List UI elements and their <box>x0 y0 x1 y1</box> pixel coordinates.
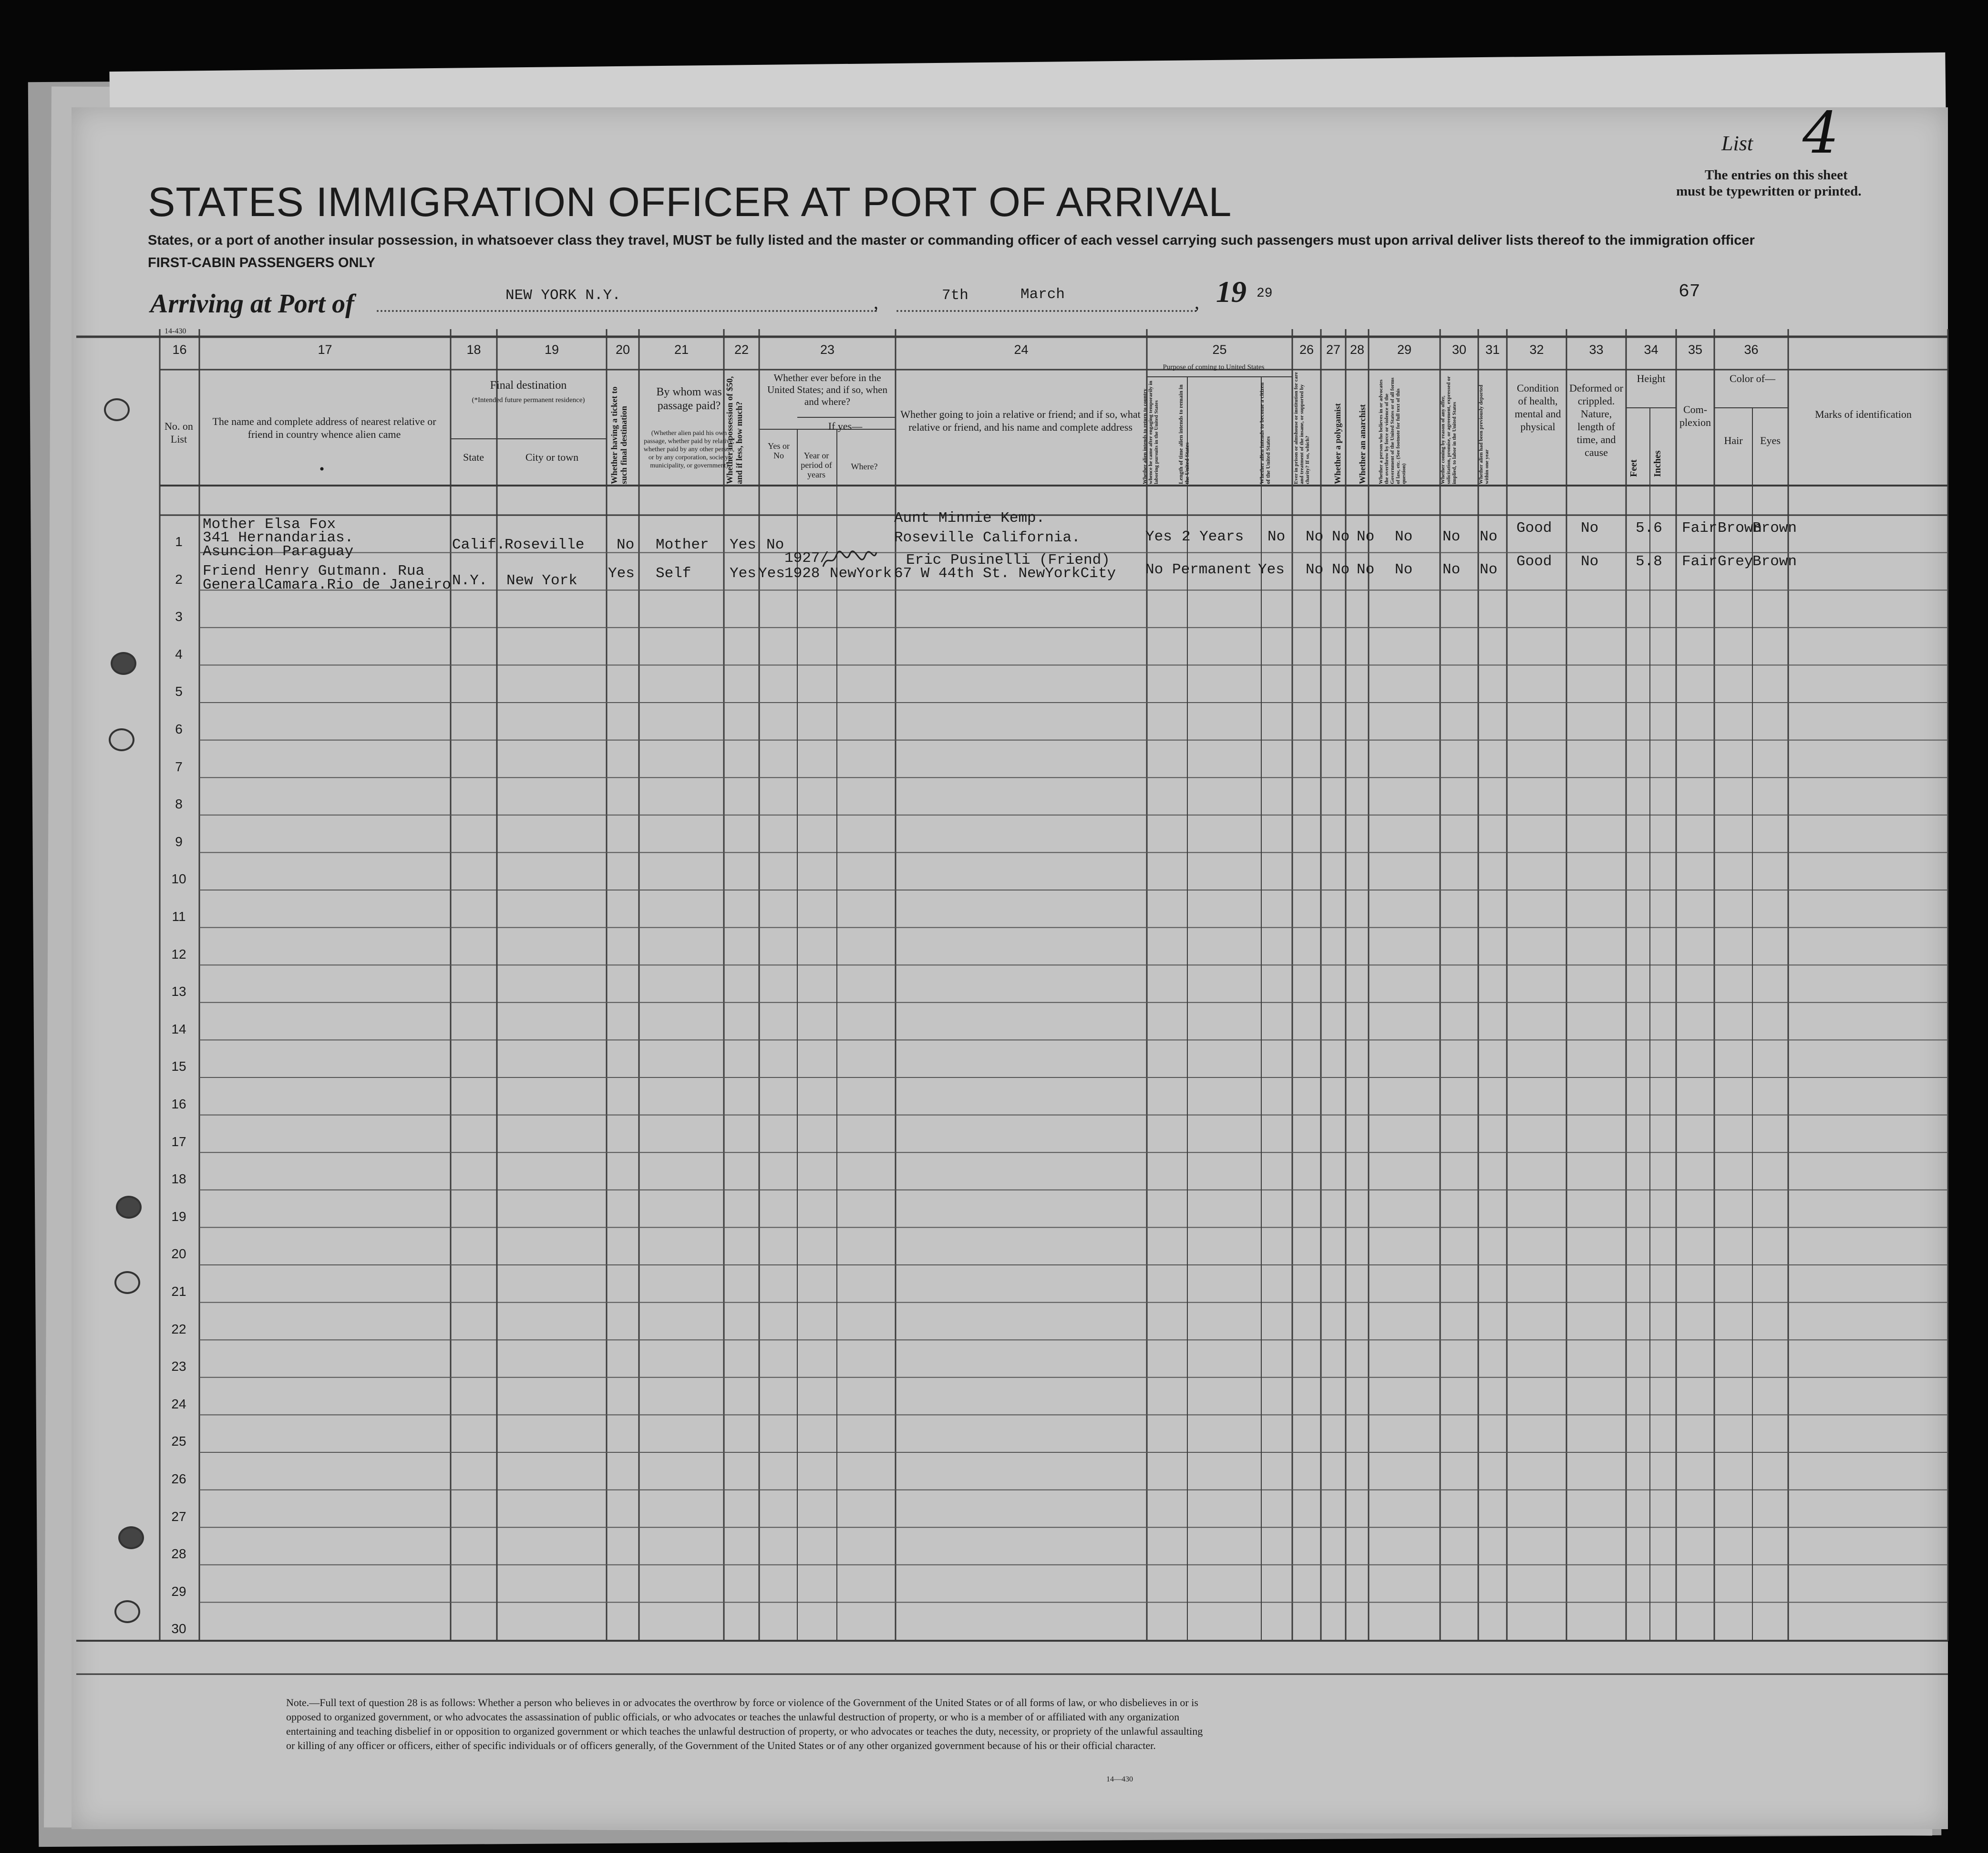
column-number: 16 <box>172 342 187 357</box>
header-hair: Hair <box>1724 435 1743 446</box>
row-number: 12 <box>171 946 186 962</box>
punch-hole <box>114 1600 140 1623</box>
row-number: 2 <box>175 571 183 587</box>
column-number: 26 <box>1299 342 1314 357</box>
citizen-intent: No <box>1267 528 1286 545</box>
header-length-of-stay: Length of time alien intends to remain in the United States <box>1177 384 1190 484</box>
header-purpose: Purpose of coming to United States <box>1163 363 1265 371</box>
column-number: 29 <box>1397 342 1412 357</box>
column-number: 21 <box>674 342 689 357</box>
citizen-intent: Yes <box>1258 561 1285 578</box>
comma-2: , <box>1195 291 1199 313</box>
page-subtitle: States, or a port of another insular possession, in whatsoever class they travel, MUST be fully listed and the master or commanding officer of each vessel carrying such passengers must upon arrival deliver lists thereof to the immigration officer <box>148 233 1755 248</box>
column-number: 31 <box>1485 342 1500 357</box>
header-health: Condition of health, mental and physical <box>1514 382 1561 433</box>
hair: Brown <box>1718 520 1762 537</box>
year-period: 1928 <box>784 565 820 582</box>
header-q29: Whether coming by reason of any offer, solicitation, promise, or agreement, expressed or implied, to labor in the United States <box>1440 376 1457 484</box>
row-number: 9 <box>175 834 183 849</box>
punch-hole <box>111 652 136 675</box>
header-passage-paid: By whom was passage paid? <box>656 386 722 412</box>
polygamist: No <box>1332 561 1350 578</box>
header-return-intent: Whether alien intends to return to country whence he came after engaging temporarily in laboring pursuits in the United States <box>1142 381 1159 484</box>
header-final-destination: Final destination <box>490 379 567 392</box>
city: Roseville <box>505 537 585 553</box>
list-number: 4 <box>1803 100 1839 166</box>
state: Calif. <box>452 537 505 553</box>
deformed: No <box>1581 553 1599 570</box>
row-number: 16 <box>171 1097 186 1111</box>
row-number: 7 <box>175 759 183 774</box>
height: 5.6 <box>1636 520 1662 537</box>
header-marks: Marks of identification <box>1815 408 1912 420</box>
month-value: March <box>1020 286 1065 303</box>
relative-line-2: 341 Hernandarias. <box>203 529 354 546</box>
year-suffix: 29 <box>1257 286 1273 301</box>
complexion: Fair <box>1682 553 1718 570</box>
punch-hole <box>114 1271 140 1294</box>
relative-line-1: Friend Henry Gutmann. Rua <box>203 563 425 580</box>
column-number: 35 <box>1688 342 1703 357</box>
row-number: 30 <box>171 1621 186 1636</box>
row-number: 1 <box>175 534 183 549</box>
row-number: 4 <box>175 646 183 662</box>
row-number: 20 <box>171 1246 186 1262</box>
join-line-1: Eric Pusinelli (Friend) <box>906 552 1110 569</box>
page-number: 67 <box>1679 281 1700 302</box>
length-of-stay: Permanent <box>1172 561 1252 578</box>
length-of-stay: 2 Years <box>1182 528 1244 545</box>
row-number: 24 <box>171 1396 186 1411</box>
q28: No <box>1395 528 1413 545</box>
paid-by: Self <box>656 565 691 582</box>
list-label: List <box>1721 132 1753 155</box>
join-line-1: Aunt Minnie Kemp. <box>894 510 1045 527</box>
q29: No <box>1442 528 1461 545</box>
header-where: Where? <box>851 462 878 471</box>
column-number: 20 <box>615 342 630 357</box>
header-deformed: Deformed or crippled. Nature, length of time, and cause <box>1569 382 1623 458</box>
punch-hole <box>116 1196 142 1219</box>
column-number: 32 <box>1529 342 1544 357</box>
ever-before: Yes <box>758 565 785 582</box>
header-inches: Inches <box>1652 450 1663 477</box>
header-feet: Feet <box>1628 459 1639 477</box>
deported: No <box>1480 561 1498 578</box>
column-number: 25 <box>1212 342 1227 357</box>
row-number: 27 <box>171 1509 186 1524</box>
relative-line-3: Asuncion Paraguay <box>203 543 354 560</box>
header-bullet: • <box>319 461 325 477</box>
header-color: Color of— <box>1730 373 1775 384</box>
column-number: 34 <box>1644 342 1658 357</box>
deported: No <box>1480 528 1498 545</box>
return-intent: Yes <box>1145 528 1172 545</box>
row-number: 3 <box>175 609 183 624</box>
row-number: 21 <box>171 1284 186 1299</box>
header-no-on-list: No. on List <box>165 420 193 445</box>
header-join-relative: Whether going to join a relative or friend; and if so, what relative or friend, and his name and complete address <box>900 408 1141 433</box>
header-relative-address: The name and complete address of nearest relative or friend in country whence alien came <box>212 415 436 440</box>
header-complexion: Com-plexion <box>1679 404 1711 428</box>
row-number: 17 <box>171 1134 186 1149</box>
header-deported: Whether alien had been previously deported within one year <box>1478 384 1490 484</box>
comma-1: , <box>874 291 878 313</box>
port-value: NEW YORK N.Y. <box>505 287 621 304</box>
header-if-yes: If yes— <box>828 420 863 432</box>
complexion: Fair <box>1682 520 1718 537</box>
row-number: 28 <box>171 1546 186 1562</box>
header-state: State <box>463 451 484 463</box>
row-number: 18 <box>171 1171 186 1187</box>
q28: No <box>1395 561 1413 578</box>
column-number: 17 <box>318 342 332 357</box>
deformed: No <box>1581 520 1599 537</box>
city: New York <box>506 572 577 589</box>
header-prison: Ever in prison or almshouse or institution for care and treatment of the insane, or supported by charity? If so, which? <box>1293 372 1310 484</box>
header-citizen-intent: Whether alien intends to become a citizen of the United States <box>1258 382 1271 484</box>
row-number: 11 <box>172 909 186 924</box>
prison: No <box>1306 561 1324 578</box>
polygamist: No <box>1332 528 1350 545</box>
hair: Grey <box>1718 553 1753 570</box>
header-passage-paid-note: (Whether alien paid his own passage, whether paid by relative, whether paid by any other person, or by any corporation, society, municipality, or government) <box>643 430 735 469</box>
ticket: Yes <box>608 565 635 582</box>
footer-form-code: 14—430 <box>1106 1775 1133 1783</box>
column-number: 36 <box>1744 342 1759 357</box>
page-title: STATES IMMIGRATION OFFICER AT PORT OF ARRIVAL <box>148 179 1232 225</box>
punch-hole <box>118 1526 144 1549</box>
row-number: 25 <box>171 1434 186 1449</box>
header-fifty-dollars: Whether in possession of $50, and if less, how much? <box>725 376 744 484</box>
eyes: Brown <box>1752 553 1797 570</box>
row-number: 5 <box>175 684 183 699</box>
header-anarchist: Whether an anarchist <box>1358 404 1367 484</box>
column-number: 24 <box>1014 342 1029 357</box>
row-number: 29 <box>171 1584 186 1599</box>
header-height: Height <box>1637 373 1666 384</box>
anarchist: No <box>1357 528 1375 545</box>
column-number: 18 <box>466 342 481 357</box>
row-number: 19 <box>171 1209 186 1224</box>
health: Good <box>1516 553 1552 570</box>
row-number: 23 <box>171 1359 186 1374</box>
relative-line-1: Mother Elsa Fox <box>203 516 336 533</box>
punch-hole <box>104 398 130 421</box>
paid-by: Mother <box>656 537 709 553</box>
handwritten-annotation <box>821 549 878 572</box>
ticket: No <box>617 537 635 553</box>
header-year-period: Year or period of years <box>801 451 832 479</box>
eyes: Brown <box>1752 520 1797 537</box>
join-line-2: Roseville California. <box>894 529 1081 546</box>
row-number: 26 <box>171 1471 186 1486</box>
row-number: 14 <box>171 1021 186 1036</box>
header-yes-or-no: Yes or No <box>768 441 790 460</box>
where: NewYork <box>830 565 892 582</box>
column-number: 30 <box>1452 342 1467 357</box>
year-period: 1927/ <box>784 550 829 567</box>
punch-hole <box>109 728 134 751</box>
row-number: 15 <box>171 1059 186 1074</box>
header-polygamist: Whether a polygamist <box>1333 403 1342 484</box>
column-number: 23 <box>820 342 835 357</box>
column-number: 28 <box>1349 342 1365 357</box>
row-number: 22 <box>171 1321 186 1336</box>
prison: No <box>1306 528 1324 545</box>
year-prefix: 19 <box>1216 275 1246 309</box>
height: 5.8 <box>1636 553 1662 570</box>
anarchist: No <box>1357 561 1375 578</box>
relative-line-2: GeneralCamara.Rio de Janeiro <box>203 577 451 593</box>
header-ever-before: Whether ever before in the United States; and if so, when and where? <box>767 372 887 407</box>
header-ticket: Whether having a ticket to such final destination <box>609 386 628 484</box>
header-final-destination-note: (*Intended future permanent residence) <box>472 396 585 404</box>
typewritten-note: The entries on this sheet must be typewritten or printed. <box>1676 167 1862 199</box>
column-number: 33 <box>1589 342 1604 357</box>
header-q28: Whether a person who believes in or advocates the overthrow by force or violence of the Government of the United States or of all forms of law, etc. (See footnote for full text of this question) <box>1378 377 1407 484</box>
row-number: 6 <box>175 722 183 736</box>
day-value: 7th <box>942 287 968 304</box>
fifty-dollars: Yes <box>730 537 756 553</box>
form-code: 14-430 <box>165 327 186 335</box>
ever-before: No <box>766 537 784 553</box>
footnote-q28: Note.—Full text of question 28 is as follows: Whether a person who believes in or advocates the overthrow by force or violence of the Government of the United States or of all forms of law, or who disbelieves in or is opposed to organized government, or who advocates the assassination of public officials, or who advocates or teaches the unlawful destruction of property, or who is a member of or affiliated with any organization entertaining and teaching disbelief in or opposition to organized government or which teaches the unlawful destruction of property, or who advocates or teaches the duty, necessity, or propriety of the unlawful assaulting or killing of any officer or officers, either of specific individuals or of officers generally, of the Government of the United States or of any other organized government because of his or their official character. <box>286 1697 1203 1751</box>
row-number: 8 <box>175 797 183 812</box>
fifty-dollars: Yes <box>730 565 756 582</box>
state: N.Y. <box>452 572 488 589</box>
row-number: 10 <box>171 871 186 887</box>
header-eyes: Eyes <box>1760 435 1781 446</box>
header-city: City or town <box>525 451 579 463</box>
column-number: 19 <box>544 342 559 357</box>
arriving-label: Arriving at Port of <box>150 289 354 319</box>
column-number: 22 <box>734 342 749 357</box>
health: Good <box>1516 520 1552 537</box>
q29: No <box>1442 561 1461 578</box>
class-note: FIRST-CABIN PASSENGERS ONLY <box>148 255 375 270</box>
return-intent: No <box>1145 561 1164 578</box>
column-number: 27 <box>1326 342 1341 357</box>
row-number: 13 <box>171 984 186 999</box>
join-line-2: 67 W 44th St. NewYorkCity <box>894 565 1116 582</box>
